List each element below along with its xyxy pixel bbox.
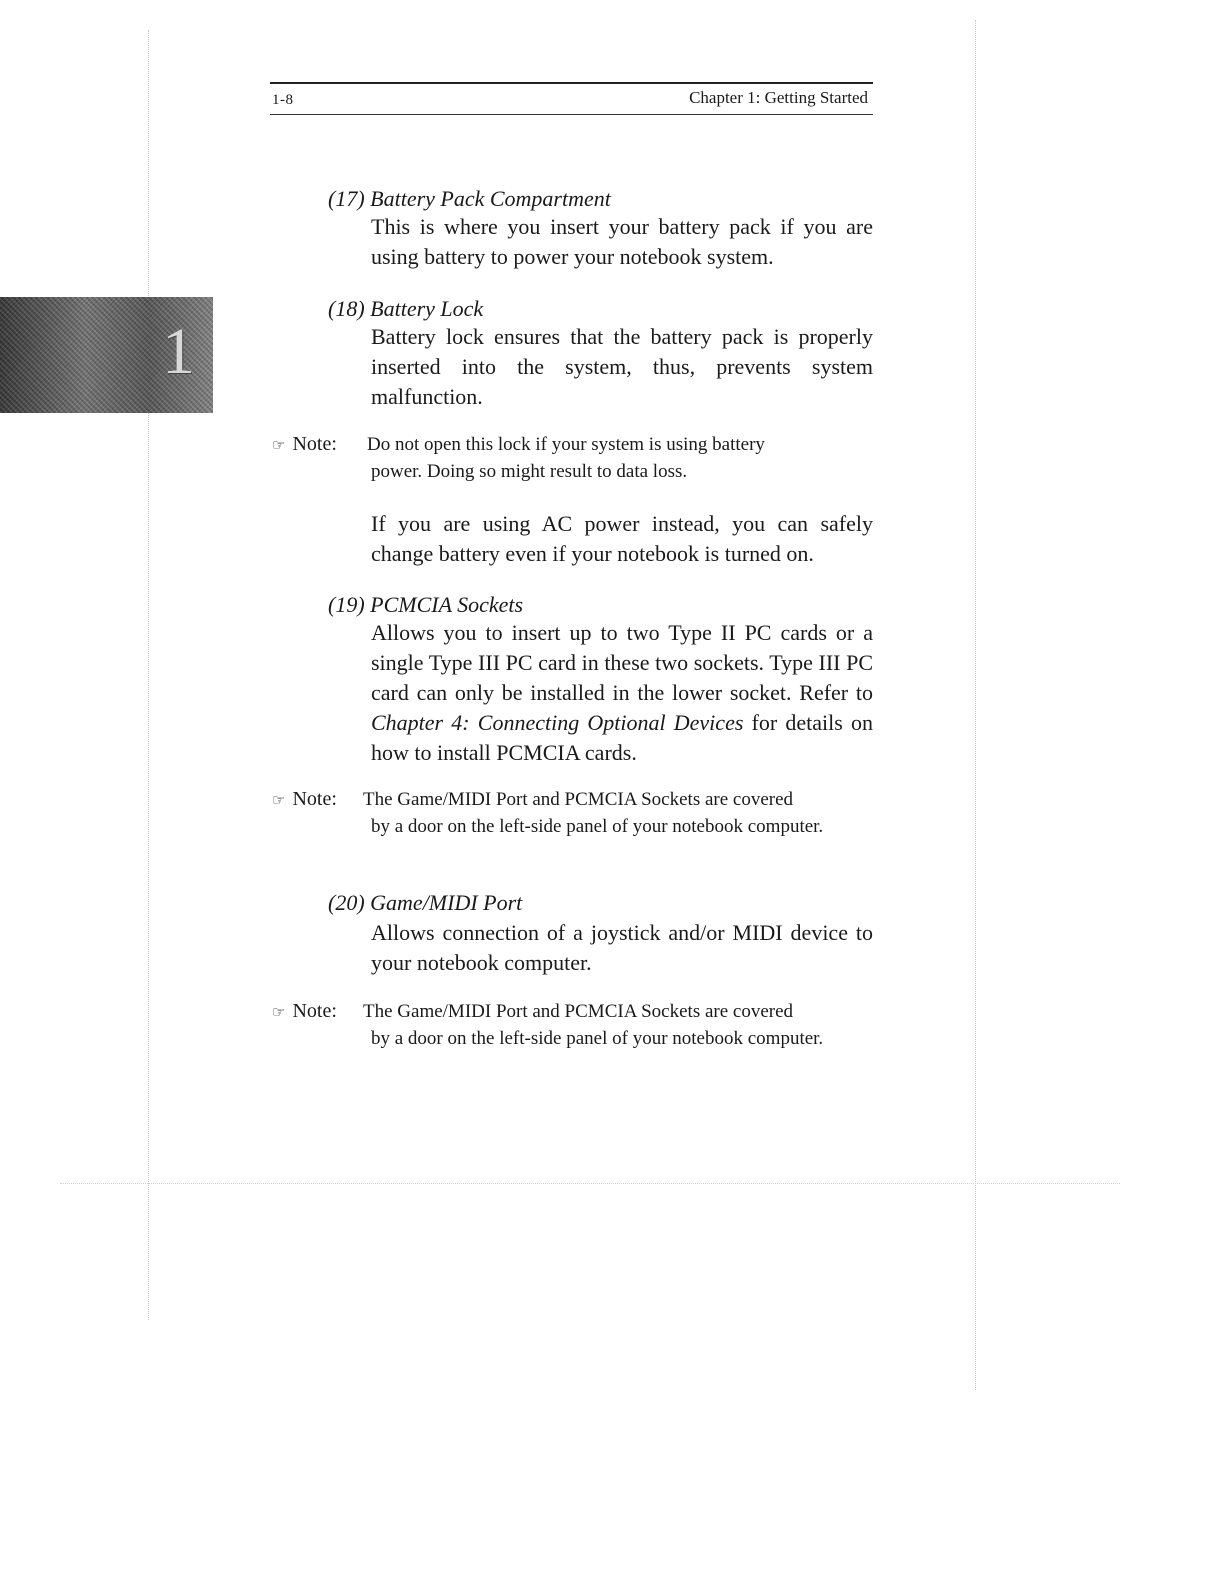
item-title-battery-pack-compartment: (17) Battery Pack Compartment [328, 186, 611, 211]
chapter-tab-number: 1 [162, 315, 195, 388]
item-body-battery-lock: Battery lock ensures that the battery pack is properly inserted into the system, thus, prevents system malfunction. [371, 324, 873, 409]
running-header-chapter-title: Chapter 1: Getting Started [689, 88, 868, 107]
chapter-cross-reference: Chapter 4: Connecting Optional Devices [371, 710, 744, 735]
header-rule-top [270, 82, 873, 84]
pcmcia-body-text: Allows you to insert up to two Type II PC cards or a single Type III PC card in these two sockets. Type III PC card can only be installed in the lower socket. Refer to [371, 620, 873, 705]
note-1-rest: power. Doing so might result to data loss. [371, 461, 688, 482]
scan-artifact-bottom [60, 1183, 1120, 1184]
ac-power-paragraph: If you are using AC power instead, you can safely change battery even if your notebook is turned on. [371, 511, 873, 566]
note-2-first-line: The Game/MIDI Port and PCMCIA Sockets are covered [363, 789, 794, 810]
note-label-2 [272, 788, 337, 811]
item-body-battery-pack-compartment: This is where you insert your battery pack if you are using battery to power your notebook system. [371, 214, 873, 269]
scan-artifact-left [148, 30, 149, 1320]
note-label-3 [272, 1000, 337, 1023]
note-label-1 [272, 433, 337, 456]
pointing-hand-icon: ☞ [272, 438, 286, 454]
pointing-hand-icon: ☞ [272, 793, 286, 809]
note-label-text: Note: [292, 788, 337, 810]
pointing-hand-icon: ☞ [272, 1005, 286, 1021]
item-body-game-midi-port: Allows connection of a joystick and/or MIDI device to your notebook computer. [371, 920, 873, 975]
note-3-first-line: The Game/MIDI Port and PCMCIA Sockets are covered [363, 1001, 794, 1022]
note-3-rest: by a door on the left-side panel of your notebook computer. [371, 1028, 824, 1049]
pcmcia-body-text-end: for details on how to install PCMCIA cards. [371, 710, 873, 765]
note-1-first-line: Do not open this lock if your system is using battery [367, 434, 765, 455]
chapter-thumb-tab [0, 297, 213, 413]
scan-artifact-right [975, 20, 976, 1390]
header-rule-bottom [270, 114, 873, 115]
item-title-pcmcia-sockets: (19) PCMCIA Sockets [328, 592, 524, 617]
note-label-text: Note: [292, 1000, 337, 1022]
item-body-pcmcia-sockets [371, 618, 873, 768]
note-label-text: Note: [292, 433, 337, 455]
item-title-battery-lock: (18) Battery Lock [328, 296, 484, 321]
item-title-game-midi-port: (20) Game/MIDI Port [328, 890, 523, 915]
page-number: 1-8 [272, 92, 294, 108]
note-2-rest: by a door on the left-side panel of your notebook computer. [371, 816, 824, 837]
